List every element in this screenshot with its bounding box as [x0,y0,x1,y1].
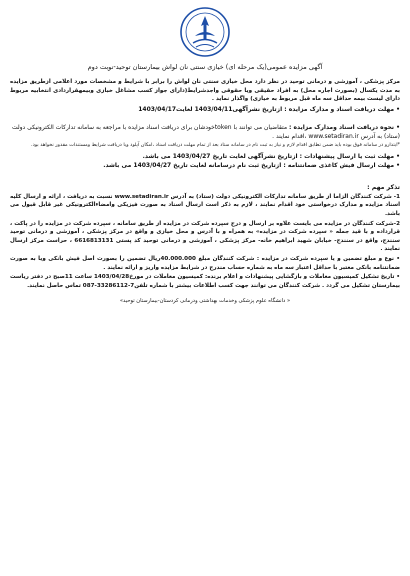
university-logo-icon [179,6,231,58]
note-item-4: • تاریخ تشکیل کمیسیون معاملات و بازگشایی پیشنهادات و اعلام برنده: کمیسیون معاملات در مورخ1403/04/28 ساعت 11صبح در دفتر ریاست بیمارستان تشکیل می گردد . شرکت کنندگان می توانند جهت کسب اطلاعات بیشتر با شماره تلفن7-33286112-087 تماس حاصل نمایند. [10,274,401,289]
intro-paragraph: مرکز پزشکی ، آموزشی و درمانی توحید در نظر دارد محل خیازی سنتی نان لواش را برابر با شرایط و مشخصات مورد اعلامی ازطریق مزایده به مدت یکسال (بصورت اجاره محل) به افراد حقیقی ویا حقوقی واجدشرایط(دارای جواز کسب مشاغل خبازی وبیمهقراردادی انتخابیه مربوط دارای لیست بیمه حداقل سه ماه قبل مربوط به خیازی) واگذار نماید . [10,79,400,103]
logo-area [8,6,402,62]
notes-title: تذکر مهم : [367,183,400,191]
submission-deadline-line: • مهلت ثبت یا ارسال پیشنهادات : ازتاریخ نشرآگهی لغایت تاریخ 1403/04/27 می باشد. [142,152,400,160]
publish-deadline-line: • مهلت دریافت اسناد و مدارک مزایده : ازتاریخ نشرآگهی1403/04/11 لغایت1403/04/17 [138,105,400,113]
ad-title: آگهی مزایده عمومی(یک مرحله ای) خیازی سنتی نان لواش بیمارستان توحید-نوبت دوم [87,63,323,71]
method-title: • نحوه دریافت اسناد ومدارک مزایده : [288,123,400,131]
method-note: *ایتدارو در سامانه فوق بوده باید ضمن تطابق اقدام لازم و نیاز به ثبت نام در سامانه ستاد بعد از تمام مهلت دریافت اسناد ،امکان آپلود ویا دریافت شرایط ومستندات مقدور نخواهد بود. [31,141,400,148]
note-item-1: 1- شرکت کنندگان الزاما از طریق سامانه تدارکات الکترونیکی دولت (ستاد) به آدرس www.setadiran.ir نسبت به دریافت ، ارائه و ارسال کلیه اسناد مزایده و مدارک درخواستی خود اقدام نمایند ، لازم به ذکر است ارسال اسناد به صورت فیزیکی وامضاءالکترونیکی غیر قابل قبول می باشد. [10,193,400,217]
note-item-2: 2-شرکت کنندگان در مزایده می بایست علاوه بر ارسال و درج سپرده شرکت در مزایده از طریق سامانه ، سپرده شرکت در مزایده را در پاکت ، قرارداده و با قید جمله « سپرده شرکت در مزایده» به همراه و با آدرس و محل خیازی و واقع در مرکز پزشکی ، آموزشی و درمانی توحید سنندج، واقع در سنندج- خیابان شهید ابراهیم خانه- مرکز پزشکی ، آموزشی و درمانی توحید کد پستی 6616813131 ، حراست مرکز ارسال نمایند . [10,220,400,253]
footer-signature: « دانشگاه علوم پزشکی وخدمات بهداشتی ودرمانی کردستان-بیمارستان توحید» [119,298,291,305]
method-section [8,123,402,149]
note-item-3: • نوع و مبلغ تضمین و یا سپرده شرکت در مزایده : شرکت کنندگان مبلغ 40.000.000ریال تضمین را بصورت اصل فیش بانکی ویا به صورت ضمانتنامه بانکی معتبر با حداقل اعتبار سه ماه به شماره حساب مندرج در شرایط مزایده واریز و ارائه نمایند . [10,255,400,271]
guarantee-deadline-line: • مهلت ارسال فیش کاغذی ضمانتنامه : ازتاریخ ثبت نام درسامانه لغایت تاریخ 1403/04/27 می باشد. [103,161,400,169]
method-text: متقاضیان می توانند با tokenخودشان برای دریافت اسناد مزایده با مراجعه به سامانه تدارکات الکترونیکی دولت (ستاد) به آدرس www.setadiran.ir ،اقدام نمایند . [11,123,400,140]
